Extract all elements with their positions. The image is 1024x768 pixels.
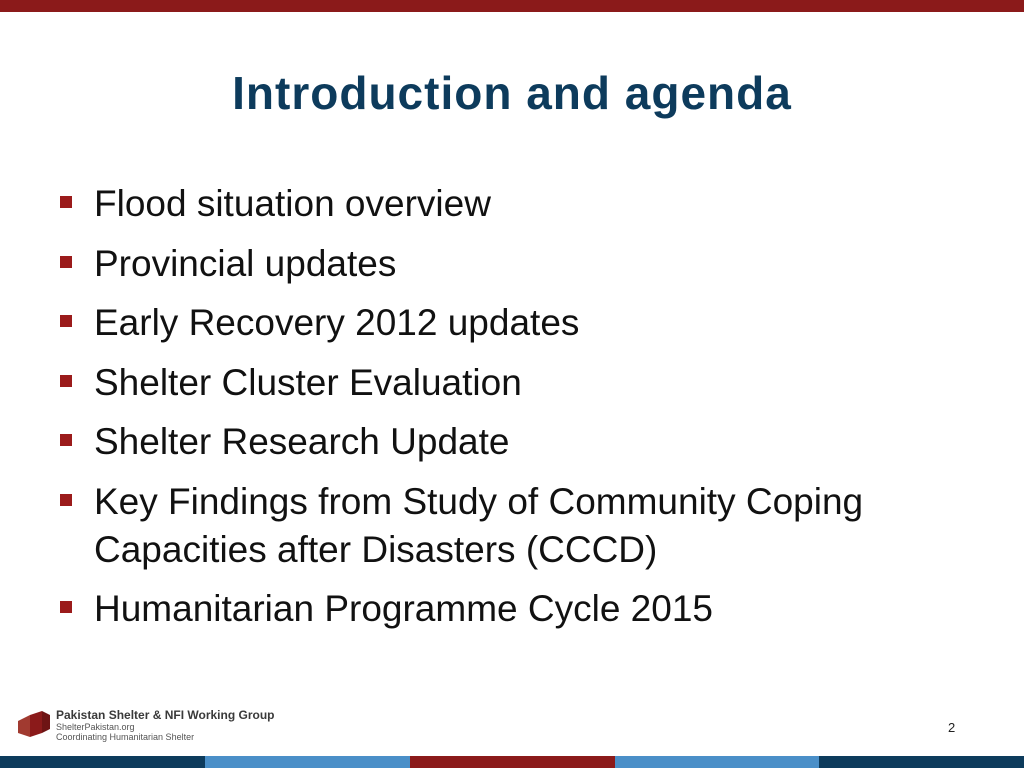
agenda-item-text: Key Findings from Study of Community Coping Capacities after Disasters (CCCD) xyxy=(94,480,864,570)
agenda-item-text: Humanitarian Programme Cycle 2015 xyxy=(94,588,713,629)
bottom-bar-segment xyxy=(0,756,205,768)
bottom-bar-segment xyxy=(410,756,615,768)
square-bullet-icon xyxy=(60,256,72,268)
footer-tagline: Coordinating Humanitarian Shelter xyxy=(56,732,195,742)
agenda-item xyxy=(58,240,988,288)
bottom-bar-segment xyxy=(819,756,1024,768)
agenda-item xyxy=(58,180,988,228)
bottom-bar-segment xyxy=(205,756,410,768)
square-bullet-icon xyxy=(60,315,72,327)
agenda-item-text: Early Recovery 2012 updates xyxy=(94,302,580,343)
top-accent-bar xyxy=(0,0,1024,12)
square-bullet-icon xyxy=(60,434,72,446)
square-bullet-icon xyxy=(60,494,72,506)
agenda-item xyxy=(58,299,988,347)
bottom-color-bar xyxy=(0,756,1024,768)
agenda-item-text: Shelter Research Update xyxy=(94,421,510,462)
agenda-item xyxy=(58,418,988,466)
agenda-item-text: Provincial updates xyxy=(94,242,397,284)
square-bullet-icon xyxy=(60,196,72,208)
page-number: 2 xyxy=(948,720,956,735)
agenda-item-text: Flood situation overview xyxy=(94,183,491,224)
bottom-bar-segment xyxy=(615,756,819,768)
agenda-item xyxy=(58,585,988,633)
folded-shelter-logo-icon xyxy=(16,707,52,739)
agenda-item xyxy=(58,478,988,574)
footer-org-name: Pakistan Shelter & NFI Working Group xyxy=(56,708,275,722)
agenda-item xyxy=(58,359,988,407)
slide-title: Introduction and agenda xyxy=(232,67,792,119)
footer-website: ShelterPakistan.org xyxy=(56,722,135,732)
square-bullet-icon xyxy=(60,375,72,387)
agenda-item-text: Shelter Cluster Evaluation xyxy=(94,361,522,403)
square-bullet-icon xyxy=(60,601,72,613)
agenda-list xyxy=(58,180,988,645)
